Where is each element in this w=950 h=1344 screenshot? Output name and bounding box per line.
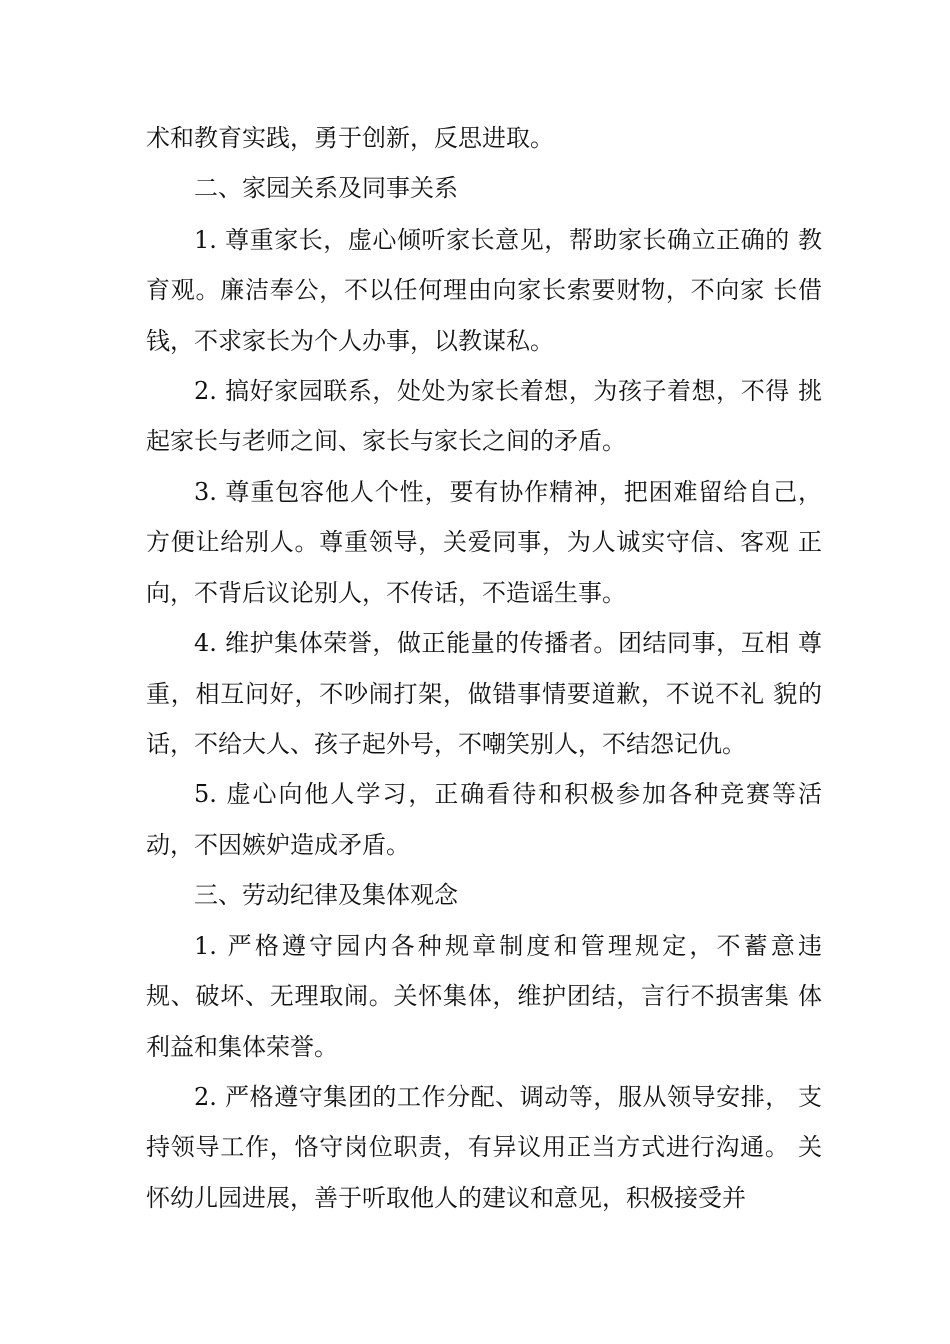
text-line: 方便让给别人。尊重领导，关爱同事，为人诚实守信、客观 正 bbox=[146, 528, 822, 556]
text-line: 3. 尊重包容他人个性，要有协作精神，把困难留给自己， bbox=[194, 478, 822, 506]
text-line: 1. 严格遵守园内各种规章制度和管理规定，不蓄意违 bbox=[194, 932, 822, 960]
text-line: 5. 虚心向他人学习，正确看待和积极参加各种竞赛等活 bbox=[194, 780, 822, 808]
text-line: 话，不给大人、孩子起外号，不嘲笑别人，不结怨记仇。 bbox=[146, 730, 746, 758]
section-heading: 二、家园关系及同事关系 bbox=[194, 174, 458, 202]
text-line: 怀幼儿园进展，善于听取他人的建议和意见，积极接受并 bbox=[146, 1184, 746, 1212]
text-line: 持领导工作，恪守岗位职责，有异议用正当方式进行沟通。 关 bbox=[146, 1133, 822, 1161]
text-line: 2. 搞好家园联系，处处为家长着想，为孩子着想，不得 挑 bbox=[194, 377, 822, 405]
section-heading: 三、劳动纪律及集体观念 bbox=[194, 881, 458, 909]
text-line: 利益和集体荣誉。 bbox=[146, 1033, 338, 1061]
text-line: 向，不背后议论别人，不传话，不造谣生事。 bbox=[146, 579, 626, 607]
text-line: 4. 维护集体荣誉，做正能量的传播者。团结同事，互相 尊 bbox=[194, 629, 822, 657]
text-line: 1. 尊重家长，虚心倾听家长意见，帮助家长确立正确的 教 bbox=[194, 226, 822, 254]
text-line: 2. 严格遵守集团的工作分配、调动等，服从领导安排， 支 bbox=[194, 1083, 822, 1111]
text-line: 动，不因嫉妒造成矛盾。 bbox=[146, 831, 410, 859]
text-line: 重，相互问好，不吵闹打架，做错事情要道歉，不说不礼 貌的 bbox=[146, 680, 822, 708]
text-line: 规、破坏、无理取闹。关怀集体，维护团结，言行不损害集 体 bbox=[146, 982, 822, 1010]
text-line: 育观。廉洁奉公，不以任何理由向家长索要财物，不向家 长借 bbox=[146, 276, 822, 304]
text-line: 钱，不求家长为个人办事，以教谋私。 bbox=[146, 327, 554, 355]
text-line: 起家长与老师之间、家长与家长之间的矛盾。 bbox=[146, 427, 626, 455]
text-line: 术和教育实践，勇于创新，反思进取。 bbox=[146, 124, 554, 152]
